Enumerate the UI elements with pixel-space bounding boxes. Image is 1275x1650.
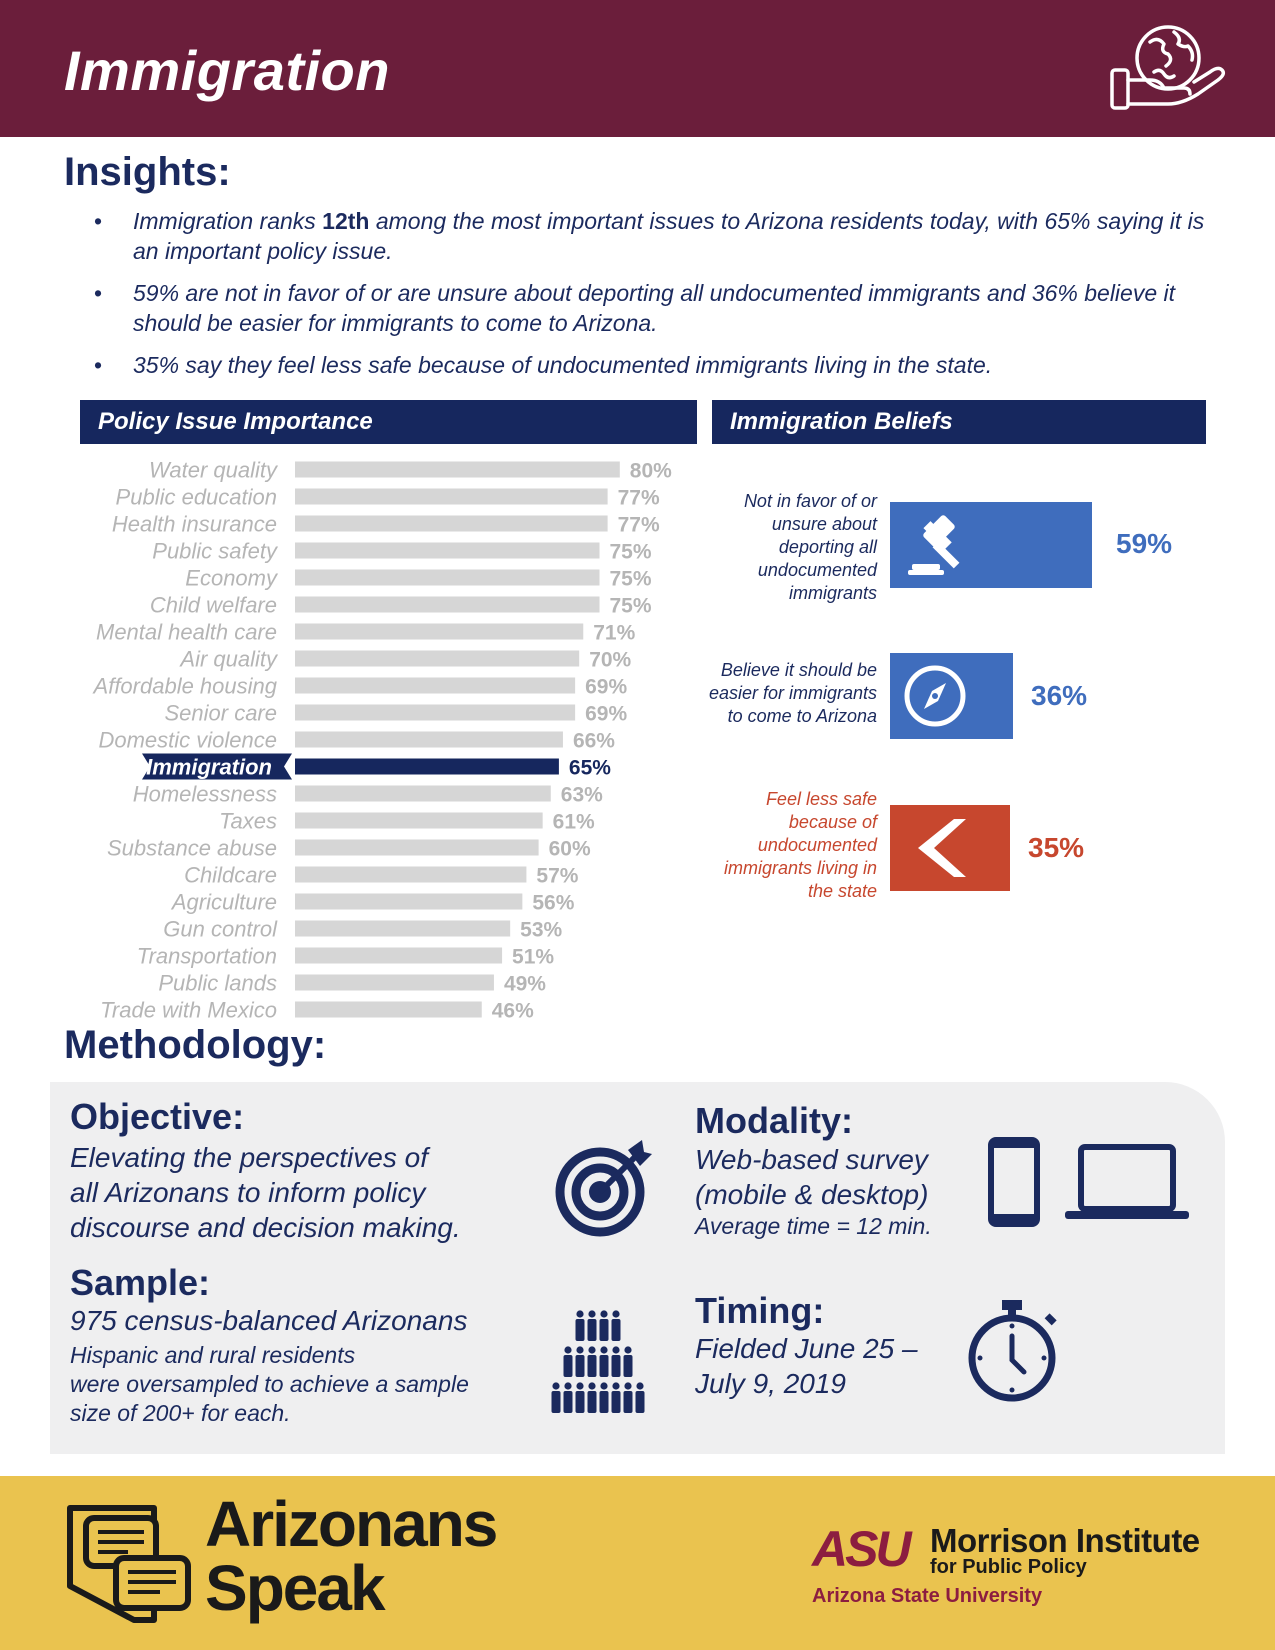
bar-value-label: 69% xyxy=(585,702,628,726)
arizonans-speak-wordmark: Arizonans Speak xyxy=(205,1488,497,1624)
bar-category-label: Economy xyxy=(185,565,277,591)
person-icon xyxy=(564,1346,573,1377)
bar-value-label: 61% xyxy=(552,810,595,834)
person-icon xyxy=(624,1382,633,1413)
bar-category-label: Senior care xyxy=(164,700,277,726)
sample-title: Sample: xyxy=(70,1262,211,1303)
page-title: Immigration xyxy=(64,39,390,102)
bar-value-label: 70% xyxy=(589,648,632,672)
insight-bullet: 59% are not in favor of or are unsure about deporting all undocumented immigrants and 36% believe it should be easier for immigrants to come to Arizona. xyxy=(133,280,1176,336)
bar-value-label: 60% xyxy=(548,837,591,861)
person-icon xyxy=(588,1310,597,1341)
bar xyxy=(295,543,600,559)
modality-text: Web-based survey (mobile & desktop) xyxy=(695,1144,929,1210)
bar-category-label: Trade with Mexico xyxy=(100,997,277,1022)
sample-text: Hispanic and rural residents were oversampled to achieve a sample size of 200+ for each. xyxy=(70,1342,469,1426)
objective-text: Elevating the perspectives of all Arizonans to inform policy discourse and decision making. xyxy=(70,1142,461,1243)
bar xyxy=(295,462,620,478)
bar xyxy=(295,732,563,748)
bar xyxy=(295,894,522,910)
bar xyxy=(295,759,559,775)
bar-value-label: 51% xyxy=(512,945,555,969)
person-icon xyxy=(576,1310,585,1341)
target-icon xyxy=(552,1136,656,1240)
bar-value-label: 75% xyxy=(609,567,652,591)
methodology-heading: Methodology: xyxy=(64,1023,327,1067)
bar xyxy=(295,975,494,991)
person-icon xyxy=(624,1346,633,1377)
belief-label-less-safe: Feel less safe because of undocumented immigrants living in the state xyxy=(723,789,877,901)
bar-value-label: 46% xyxy=(491,999,534,1022)
bar-category-label: Air quality xyxy=(180,646,277,672)
bar xyxy=(295,624,583,640)
bar xyxy=(295,597,600,613)
bullet-marker: • xyxy=(94,208,103,234)
bar xyxy=(295,651,579,667)
bar-value-label: 53% xyxy=(520,918,563,942)
person-icon xyxy=(600,1346,609,1377)
insights-heading: Insights: xyxy=(64,150,231,194)
person-icon xyxy=(612,1346,621,1377)
bar-value-label: 71% xyxy=(593,621,636,645)
bar-category-label: Gun control xyxy=(163,916,277,942)
policy-section-header: Policy Issue Importance xyxy=(80,400,697,444)
arizona-chat-icon xyxy=(64,1500,194,1630)
person-icon xyxy=(552,1382,561,1413)
bar-value-label: 80% xyxy=(629,459,672,483)
bar-value-label: 63% xyxy=(560,783,603,807)
compass-icon xyxy=(900,661,970,731)
bar xyxy=(295,570,600,586)
university-name: Arizona State University xyxy=(812,1585,1043,1607)
laptop-icon xyxy=(1065,1143,1189,1223)
belief-bar-easier xyxy=(890,653,1013,739)
bar xyxy=(295,813,543,829)
bar-value-label: 75% xyxy=(609,540,652,564)
bar-category-label: Taxes xyxy=(219,808,277,834)
bar xyxy=(295,678,575,694)
globe-in-hand-icon xyxy=(1108,22,1226,118)
belief-bar-deport xyxy=(890,502,1092,588)
bar-value-label: 57% xyxy=(536,864,579,888)
bar xyxy=(295,516,608,532)
bar xyxy=(295,786,551,802)
bar-value-label: 56% xyxy=(532,891,575,915)
morrison-institute-name: Morrison Institute xyxy=(930,1522,1200,1559)
bar xyxy=(295,1002,482,1018)
timing-title: Timing: xyxy=(695,1290,825,1331)
belief-value-less-safe: 35% xyxy=(1028,832,1085,863)
bar-category-label: Health insurance xyxy=(111,511,277,537)
people-group-icon xyxy=(548,1306,648,1414)
modality-title: Modality: xyxy=(695,1100,853,1141)
morrison-institute-subtitle: for Public Policy xyxy=(930,1556,1087,1578)
belief-value-deport: 59% xyxy=(1116,528,1173,559)
belief-value-easier: 36% xyxy=(1031,680,1088,711)
bar-value-label: 69% xyxy=(585,675,628,699)
objective-title: Objective: xyxy=(70,1096,245,1137)
bar-value-label: 77% xyxy=(617,513,660,537)
bar-category-label: Transportation xyxy=(136,943,277,969)
bar xyxy=(295,840,539,856)
bar-category-label: Substance abuse xyxy=(106,835,277,861)
person-icon xyxy=(636,1382,645,1413)
person-icon xyxy=(576,1346,585,1377)
bar-category-label: Child welfare xyxy=(149,592,277,618)
bar xyxy=(295,489,608,505)
bar xyxy=(295,867,526,883)
bar-category-label: Water quality xyxy=(149,457,277,483)
insight-bullet: 35% say they feel less safe because of undocumented immigrants living in the state. xyxy=(133,352,993,378)
bar-category-label: Immigration xyxy=(146,754,272,780)
bullet-marker: • xyxy=(94,352,103,378)
bar-category-label: Mental health care xyxy=(96,619,277,645)
beliefs-section-header: Immigration Beliefs xyxy=(712,400,1206,444)
bar-category-label: Agriculture xyxy=(171,889,277,915)
person-icon xyxy=(612,1382,621,1413)
bullet-marker: • xyxy=(94,280,103,306)
bar-category-label: Childcare xyxy=(184,862,277,888)
belief-label-deport: Not in favor of or unsure about deporting all undocumented immigrants xyxy=(743,491,877,603)
bar xyxy=(295,705,575,721)
bar-category-label: Affordable housing xyxy=(93,673,277,699)
bar-category-label: Public education xyxy=(115,484,277,510)
timing-text: Fielded June 25 – July 9, 2019 xyxy=(695,1333,918,1399)
person-icon xyxy=(600,1382,609,1413)
bar-category-label: Homelessness xyxy=(132,781,277,807)
insight-bullet: Immigration ranks 12th among the most important issues to Arizona residents today, with 65% saying it is an important policy issue. xyxy=(133,208,1205,264)
gavel-icon xyxy=(904,510,974,580)
bar-value-label: 77% xyxy=(617,486,660,510)
person-icon xyxy=(600,1310,609,1341)
sample-headline: 975 census-balanced Arizonans xyxy=(70,1305,468,1336)
bar xyxy=(295,948,502,964)
belief-label-easier: Believe it should be easier for immigrants to come to Arizona xyxy=(708,660,877,726)
bar-value-label: 75% xyxy=(609,594,652,618)
bar-category-label: Public lands xyxy=(158,970,277,996)
bar-value-label: 66% xyxy=(572,729,615,753)
bar-value-label: 49% xyxy=(503,972,546,996)
bar-category-label: Domestic violence xyxy=(98,727,277,753)
belief-bar-less-safe xyxy=(890,805,1010,891)
asu-logo: ASU xyxy=(812,1521,909,1577)
bar xyxy=(295,921,510,937)
person-icon xyxy=(576,1382,585,1413)
bar-value-label: 65% xyxy=(568,756,611,780)
stopwatch-icon xyxy=(966,1296,1062,1406)
bar-category-label: Public safety xyxy=(152,538,277,564)
policy-importance-chart xyxy=(80,452,700,1022)
modality-note: Average time = 12 min. xyxy=(695,1213,932,1239)
person-icon xyxy=(588,1346,597,1377)
person-icon xyxy=(588,1382,597,1413)
person-icon xyxy=(612,1310,621,1341)
person-icon xyxy=(564,1382,573,1413)
chevron-left-icon xyxy=(904,813,974,883)
mobile-phone-icon xyxy=(987,1136,1041,1228)
